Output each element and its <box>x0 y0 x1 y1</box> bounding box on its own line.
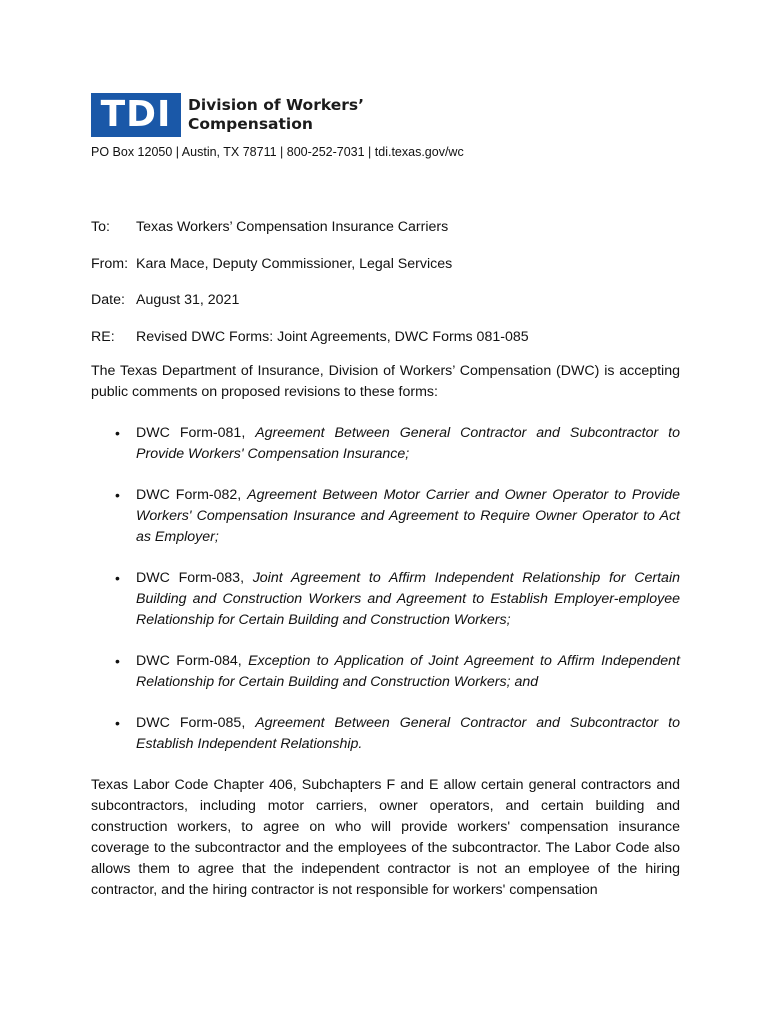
memo-to-value: Texas Workers’ Compensation Insurance Carriers <box>136 219 449 235</box>
form-title: Joint Agreement to Affirm Independent Relationship for Certain Building and Construction Workers and Agreement to Establish Employer-employee Relationship for Certain Building and Construction Workers; <box>136 570 680 628</box>
form-title: Exception to Application of Joint Agreement to Affirm Independent Relationship for Certain Building and Construction Workers; and <box>136 653 681 690</box>
list-item <box>91 568 680 631</box>
form-number: DWC Form-082, <box>136 487 248 503</box>
org-name <box>188 96 364 134</box>
form-number: DWC Form-083, <box>136 570 253 586</box>
form-title: Agreement Between General Contractor and Subcontractor to Provide Workers' Compensation Insurance; <box>136 425 680 462</box>
memo-re-row <box>91 328 529 346</box>
bullet-icon: • <box>115 570 120 586</box>
bullet-icon: • <box>115 653 120 669</box>
tdi-logo <box>91 93 364 137</box>
form-title: Agreement Between Motor Carrier and Owner Operator to Provide Workers' Compensation Insurance and Agreement to Require Owner Operator to Act as Employer; <box>136 487 680 545</box>
form-number: DWC Form-081, <box>136 425 256 441</box>
memo-to-row <box>91 218 529 236</box>
bullet-icon: • <box>115 425 120 441</box>
closing-paragraph: Texas Labor Code Chapter 406, Subchapters F and E allow certain general contractors and subcontractors, including motor carriers, owner operators, and certain building and construction workers, to agree on who will provide workers' compensation insurance coverage to the subcontractor and the employees of the subcontractor. The Labor Code also allows them to agree that the independent contractor is not an employee of the hiring contractor, and the hiring contractor is not responsible for workers' compensation <box>91 777 680 898</box>
memo-from-row <box>91 255 529 273</box>
org-name-line1: Division of Workers’ <box>188 96 365 114</box>
tdi-logo-mark <box>91 93 181 137</box>
tdi-logo-letters: TDI <box>100 94 172 135</box>
list-item <box>91 713 680 755</box>
org-name-line2: Compensation <box>188 115 313 133</box>
memo-re-label: RE: <box>91 328 115 345</box>
bullet-icon: • <box>115 715 120 731</box>
form-number: DWC Form-084, <box>136 653 249 669</box>
memo-date-label: Date: <box>91 292 125 308</box>
memo-to-label: To: <box>91 219 110 235</box>
memo-from-value: Kara Mace, Deputy Commissioner, Legal Services <box>136 255 453 272</box>
intro-paragraph: The Texas Department of Insurance, Division of Workers’ Compensation (DWC) is accepting public comments on proposed revisions to these forms: <box>91 363 680 400</box>
letterhead-address: PO Box 12050 | Austin, TX 78711 | 800-252-7031 | tdi.texas.gov/wc <box>91 145 464 159</box>
memo-date-row <box>91 291 529 309</box>
memo-header <box>91 218 529 364</box>
list-item <box>91 423 680 465</box>
form-title: Agreement Between General Contractor and Subcontractor to Establish Independent Relationship. <box>136 715 680 752</box>
forms-list <box>91 423 680 755</box>
memo-from-label: From: <box>91 255 129 272</box>
bullet-icon: • <box>115 487 120 503</box>
list-item <box>91 485 680 548</box>
memo-re-value: Revised DWC Forms: Joint Agreements, DWC Forms 081-085 <box>136 328 529 345</box>
form-number: DWC Form-085, <box>136 715 256 731</box>
memo-date-value: August 31, 2021 <box>136 292 240 308</box>
list-item <box>91 651 680 693</box>
